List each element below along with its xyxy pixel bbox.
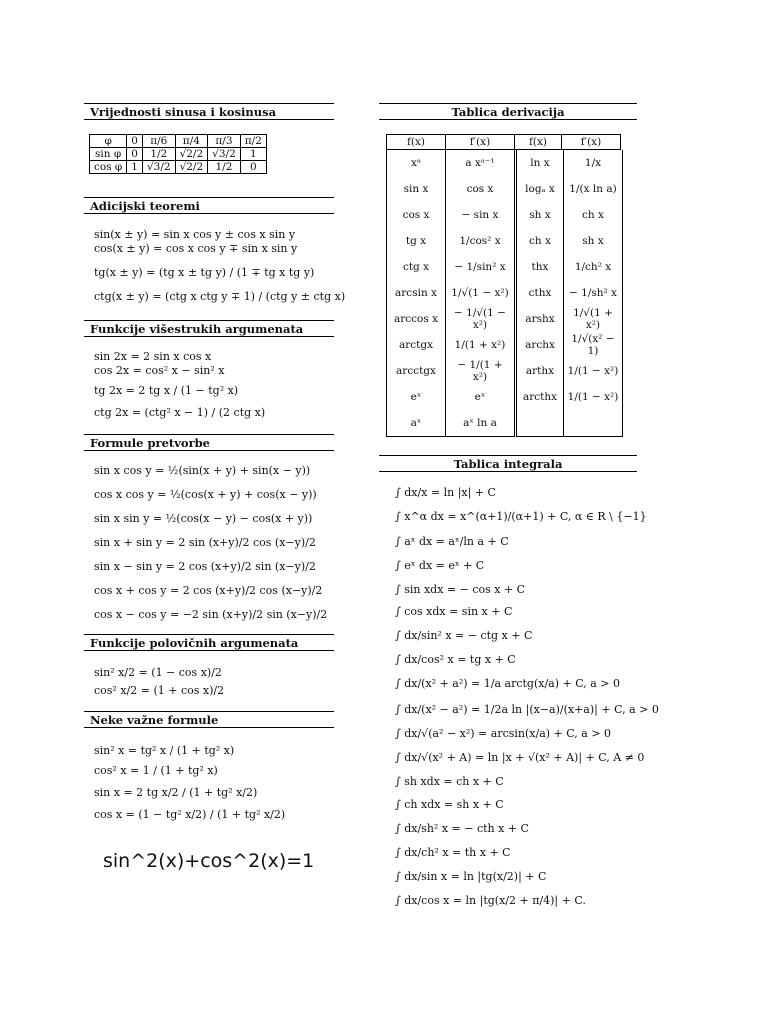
- integral-line: ∫ dx/(x² + a²) = 1/a arctg(x/a) + C, a > 0: [395, 677, 621, 690]
- table-header-cell: f(x): [515, 135, 562, 150]
- derivative-cell: xᵃ: [387, 150, 446, 176]
- integral-line: ∫ dx/(x² − a²) = 1/2a ln |(x−a)/(x+a)| + C, a > 0: [395, 703, 659, 716]
- table-header-cell: f(x): [387, 135, 446, 150]
- formula-line: tg(x ± y) = (tg x ± tg y) / (1 ∓ tg x tg y): [94, 266, 315, 279]
- sinus-table-row: [90, 148, 267, 161]
- cosinus-table-row: [90, 161, 267, 174]
- derivative-cell: tg x: [387, 228, 446, 254]
- derivative-cell: 1/√(x² − 1): [564, 332, 623, 358]
- derivative-row: [387, 384, 623, 410]
- integral-line: ∫ dx/cos² x = tg x + C: [395, 653, 516, 666]
- derivative-cell: − 1/sh² x: [564, 280, 623, 306]
- derivative-cell: 1/√(1 + x²): [564, 306, 623, 332]
- section-title-vazne: Neke važne formule: [84, 711, 334, 728]
- derivative-cell: arccos x: [387, 306, 446, 332]
- derivative-cell: ch x: [564, 202, 623, 228]
- derivative-row: [387, 280, 623, 306]
- derivative-row: [387, 228, 623, 254]
- table-cell: 1/2: [142, 148, 175, 161]
- formula-line: cos² x = 1 / (1 + tg² x): [94, 764, 218, 777]
- formula-line: ctg(x ± y) = (ctg x ctg y ∓ 1) / (ctg y ± ctg x): [94, 290, 346, 303]
- derivative-cell: thx: [516, 254, 564, 280]
- derivative-cell: sh x: [516, 202, 564, 228]
- table-cell: sin φ: [90, 148, 127, 161]
- derivative-table-body: [386, 150, 623, 437]
- derivative-cell: ctg x: [387, 254, 446, 280]
- formula-line: sin x − sin y = 2 cos (x+y)/2 sin (x−y)/2: [94, 560, 316, 573]
- table-cell: √2/2: [175, 161, 208, 174]
- table-cell: 0: [127, 148, 143, 161]
- formula-line: sin x cos y = ½(sin(x + y) + sin(x − y)): [94, 464, 311, 477]
- derivative-cell: − 1/(1 + x²): [446, 358, 516, 384]
- derivative-cell: [564, 410, 623, 437]
- derivative-row: [387, 150, 623, 176]
- section-title-visestruki: Funkcije višestrukih argumenata: [84, 320, 334, 337]
- integral-line: ∫ sin xdx = − cos x + C: [395, 583, 526, 596]
- formula-line: sin² x/2 = (1 − cos x)/2: [94, 666, 222, 679]
- table-cell: π/4: [175, 135, 208, 148]
- derivative-cell: 1/cos² x: [446, 228, 516, 254]
- formula-line: ctg 2x = (ctg² x − 1) / (2 ctg x): [94, 406, 266, 419]
- handwritten-formula: sin^2(x)+cos^2(x)=1: [103, 850, 315, 872]
- derivative-cell: − 1/√(1 − x²): [446, 306, 516, 332]
- derivative-cell: archx: [516, 332, 564, 358]
- derivative-cell: cthx: [516, 280, 564, 306]
- derivative-cell: ch x: [516, 228, 564, 254]
- derivative-cell: sin x: [387, 176, 446, 202]
- table-cell: 1: [127, 161, 143, 174]
- derivative-cell: 1/√(1 − x²): [446, 280, 516, 306]
- derivative-cell: arthx: [516, 358, 564, 384]
- table-cell: 0: [240, 161, 266, 174]
- integral-line: ∫ dx/√(a² − x²) = arcsin(x/a) + C, a > 0: [395, 727, 612, 740]
- derivative-cell: arcthx: [516, 384, 564, 410]
- derivative-cell: eˣ: [446, 384, 516, 410]
- integral-line: ∫ dx/sin² x = − ctg x + C: [395, 629, 533, 642]
- formula-line: cos 2x = cos² x − sin² x: [94, 364, 225, 377]
- formula-line: cos x − cos y = −2 sin (x+y)/2 sin (x−y)/2: [94, 608, 328, 621]
- integral-line: ∫ aˣ dx = aˣ/ln a + C: [395, 535, 509, 548]
- derivative-table: [386, 134, 621, 150]
- section-title-adicijski: Adicijski teoremi: [84, 197, 334, 214]
- integral-line: ∫ cos xdx = sin x + C: [395, 605, 513, 618]
- table-cell: 1: [240, 148, 266, 161]
- integral-line: ∫ dx/sh² x = − cth x + C: [395, 822, 529, 835]
- integral-line: ∫ dx/√(x² + A) = ln |x + √(x² + A)| + C, A ≠ 0: [395, 751, 645, 764]
- integral-line: ∫ ch xdx = sh x + C: [395, 798, 504, 811]
- formula-line: cos x + cos y = 2 cos (x+y)/2 cos (x−y)/2: [94, 584, 323, 597]
- formula-line: sin x = 2 tg x/2 / (1 + tg² x/2): [94, 786, 258, 799]
- derivative-cell: 1/(x ln a): [564, 176, 623, 202]
- derivative-row: [387, 358, 623, 384]
- integral-line: ∫ x^α dx = x^(α+1)/(α+1) + C, α ∈ R \ {−1}: [395, 510, 647, 523]
- derivative-cell: aˣ: [387, 410, 446, 437]
- derivative-cell: aˣ ln a: [446, 410, 516, 437]
- integral-line: ∫ dx/cos x = ln |tg(x/2 + π/4)| + C.: [395, 894, 586, 907]
- table-cell: 1/2: [208, 161, 241, 174]
- derivative-row: [387, 254, 623, 280]
- formula-line: sin x + sin y = 2 sin (x+y)/2 cos (x−y)/2: [94, 536, 316, 549]
- table-cell: 0: [127, 135, 143, 148]
- table-cell: π/2: [240, 135, 266, 148]
- integral-line: ∫ dx/sin x = ln |tg(x/2)| + C: [395, 870, 547, 883]
- formula-line: cos(x ± y) = cos x cos y ∓ sin x sin y: [94, 242, 298, 255]
- table-cell: φ: [90, 135, 127, 148]
- derivative-row: [387, 410, 623, 437]
- table-cell: cos φ: [90, 161, 127, 174]
- table-cell: √2/2: [175, 148, 208, 161]
- section-title-derivacija: Tablica derivacija: [379, 103, 637, 120]
- derivative-row: [387, 202, 623, 228]
- formula-line: sin 2x = 2 sin x cos x: [94, 350, 212, 363]
- derivative-cell: 1/x: [564, 150, 623, 176]
- derivative-cell: arshx: [516, 306, 564, 332]
- derivative-cell: cos x: [387, 202, 446, 228]
- section-title-integrala: Tablica integrala: [379, 455, 637, 472]
- sinus-table-header: [90, 135, 267, 148]
- sinus-table: [89, 134, 267, 174]
- derivative-cell: arctgx: [387, 332, 446, 358]
- formula-line: sin² x = tg² x / (1 + tg² x): [94, 744, 235, 757]
- formula-line: cos x cos y = ½(cos(x + y) + cos(x − y)): [94, 488, 317, 501]
- derivative-cell: 1/ch² x: [564, 254, 623, 280]
- integral-line: ∫ dx/x = ln |x| + C: [395, 486, 496, 499]
- derivative-cell: arcctgx: [387, 358, 446, 384]
- derivative-table-header: [387, 135, 621, 150]
- derivative-cell: sh x: [564, 228, 623, 254]
- derivative-cell: 1/(1 + x²): [446, 332, 516, 358]
- derivative-cell: arcsin x: [387, 280, 446, 306]
- derivative-cell: cos x: [446, 176, 516, 202]
- table-cell: √3/2: [142, 161, 175, 174]
- formula-line: cos x = (1 − tg² x/2) / (1 + tg² x/2): [94, 808, 286, 821]
- formula-line: sin x sin y = ½(cos(x − y) − cos(x + y)): [94, 512, 313, 525]
- integral-line: ∫ eˣ dx = eˣ + C: [395, 559, 485, 572]
- integral-line: ∫ dx/ch² x = th x + C: [395, 846, 511, 859]
- derivative-cell: ln x: [516, 150, 564, 176]
- section-title-polovicni: Funkcije polovičnih argumenata: [84, 634, 334, 651]
- table-cell: √3/2: [208, 148, 241, 161]
- formula-line: cos² x/2 = (1 + cos x)/2: [94, 684, 225, 697]
- table-cell: π/6: [142, 135, 175, 148]
- table-header-cell: f′(x): [562, 135, 621, 150]
- derivative-cell: [516, 410, 564, 437]
- section-title-sinus: Vrijednosti sinusa i kosinusa: [84, 103, 334, 120]
- integral-line: ∫ sh xdx = ch x + C: [395, 775, 504, 788]
- derivative-row: [387, 332, 623, 358]
- derivative-cell: − 1/sin² x: [446, 254, 516, 280]
- table-header-cell: f′(x): [446, 135, 515, 150]
- table-cell: π/3: [208, 135, 241, 148]
- derivative-row: [387, 306, 623, 332]
- section-title-pretvorbe: Formule pretvorbe: [84, 434, 334, 451]
- derivative-cell: 1/(1 − x²): [564, 384, 623, 410]
- derivative-row: [387, 176, 623, 202]
- derivative-cell: a xᵃ⁻¹: [446, 150, 516, 176]
- derivative-cell: eˣ: [387, 384, 446, 410]
- formula-line: sin(x ± y) = sin x cos y ± cos x sin y: [94, 228, 296, 241]
- derivative-cell: 1/(1 − x²): [564, 358, 623, 384]
- derivative-cell: logₐ x: [516, 176, 564, 202]
- formula-line: tg 2x = 2 tg x / (1 − tg² x): [94, 384, 239, 397]
- derivative-cell: − sin x: [446, 202, 516, 228]
